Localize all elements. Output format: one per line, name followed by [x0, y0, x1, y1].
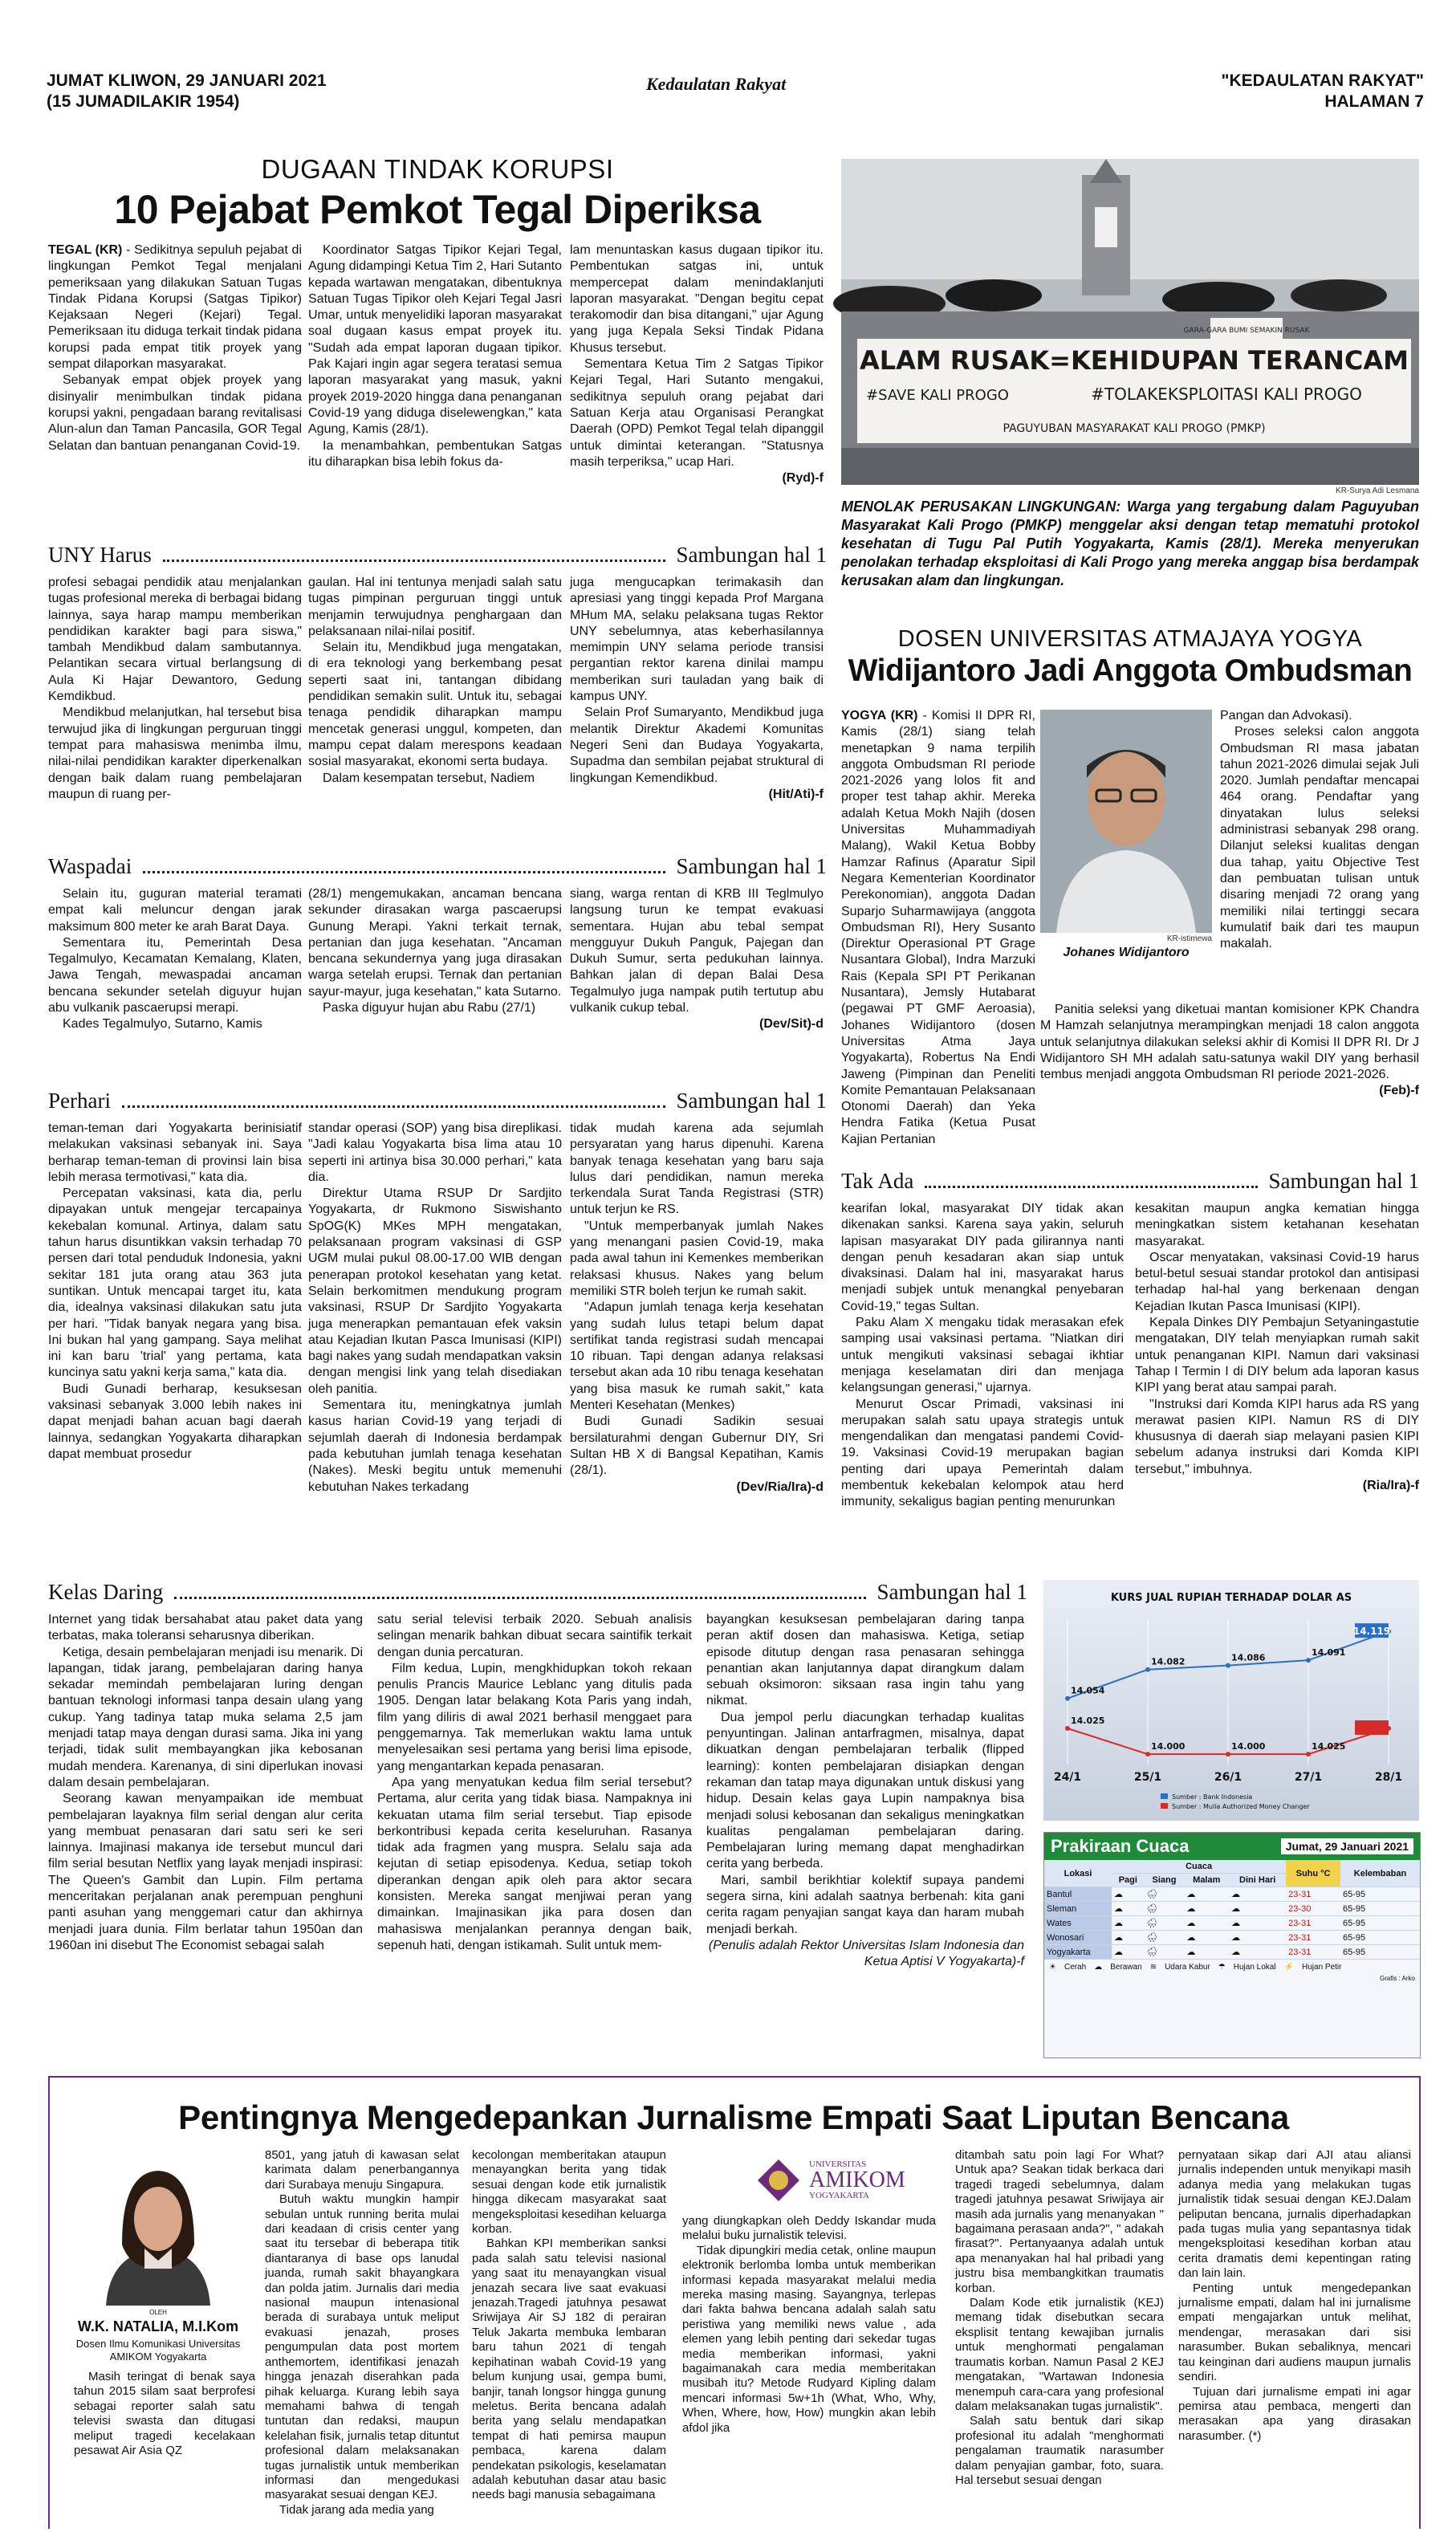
- x-tick-label: 26/1: [1214, 1771, 1242, 1784]
- weather-legend: [1044, 1960, 1420, 1975]
- section-label: Kelas Daring: [48, 1580, 164, 1604]
- protest-photo: [841, 159, 1419, 485]
- weather-humidity: 65-95: [1340, 1945, 1420, 1960]
- data-label: 14.091: [1312, 1647, 1346, 1659]
- banner-sign-small: GARA-GARA BUMI SEMAKIN RUSAK: [1183, 327, 1310, 335]
- kelas-text: Seorang kawan menyampaikan ide membuat pembelajaran layaknya film serial dengan alur cerita yang membuat penasaran dari satu seri ke seri lainnya. Imajinasi makanya ide tersebut muncul dari film serial besutan Netflix yang layak menjadi inspirasi: The Queen's Gambit dan Lupin. Film pertama menceritakan perjalanan anak perempuan penghuni panti asuhan yang menggemari catur dan akhirnya menjadi juara dunia. Film berlatar tahun 1950an dan 1960an ini disebut The Economist sebagai salah: [48, 1792, 363, 1952]
- kelas-text: bayangkan kesuksesan pembelajaran daring tanpa peran aktif dosen dan mahasiswa. Ketiga, setiap episode ditutup dengan rasa penasaran sehingga penantian akan lanjutannya dapat dirangkum dalam sebuah oksimoron: siksaan rasa ingin tahu yang nikmat.: [706, 1613, 1024, 1708]
- masthead-logo: Kedaulatan Rakyat: [646, 74, 787, 94]
- data-point: [1306, 1658, 1311, 1663]
- rain-icon: ☂: [1218, 1963, 1226, 1972]
- takada-text: kearifan lokal, masyarakat DIY tidak akan dikenakan sanksi. Karena saya yakin, seluruh lapisan masyarakat DIY pada gilirannya nanti dengan penuh kesadaran akan siap untuk divaksinasi. Dalam hal ini, masyarakat harus menjadi subjek untuk menangkal penyebaran Covid-19," tegas Sultan.: [841, 1202, 1124, 1313]
- cloud-icon: ☁: [1112, 1916, 1145, 1931]
- opinion-text: 8501, yang jatuh di kawasan selat karimata dalam penerbangannya dari Surabaya menuju Singapura.: [265, 2148, 459, 2192]
- continue-label: Sambungan hal 1: [676, 854, 827, 878]
- legend-hujan-petir: Hujan Petir: [1302, 1963, 1342, 1972]
- opinion-text: ditambah satu poin lagi For What? Untuk apa? Seakan tidak berkaca dari tragedi tragedi sebelumnya, dalam tragedi jatuhnya pesawat Sriwijaya air masih ada jurnalis yang menanyakan " bagaimana perasaan anda?", " adakah firasat?". Pertanyaanya adalah untuk apa menanyakan hal hal pribadi yang justru bisa membangkitkan traumatis korban.: [955, 2148, 1164, 2295]
- continue-label: Sambungan hal 1: [676, 543, 827, 567]
- portrait-caption: Johanes Widijantoro: [1063, 946, 1190, 959]
- cloud-icon: ☁: [1112, 1945, 1145, 1960]
- section-header-waspadai: [48, 854, 827, 879]
- opinion-text: Masih teringat di benak saya tahun 2015 silam saat berprofesi sebagai reporter salah satu televisi swasta dan ditugasi meliput tragedi kecelakaan pesawat Air Asia QZ: [74, 2370, 255, 2458]
- cloud-icon: ☁: [1112, 1902, 1145, 1916]
- rain-icon: 🌧: [1145, 1916, 1185, 1931]
- section-label: UNY Harus: [48, 543, 152, 567]
- cloud-icon: ☁: [1112, 1931, 1145, 1945]
- weather-location: Bantul: [1044, 1887, 1112, 1902]
- exchange-rate-chart: [1043, 1580, 1419, 1821]
- opinion-text: Butuh waktu mungkin hampir sebulan untuk running berita mulai dari keadaan di crisis center yang saat itu tersebar di beberapa titik diantaranya di base ops lanudal juanda, rumah sakit bhayangkara dan polda jatim. Jurnalis dari media nasional maupun intenasional berada di surabaya untuk meliput evakuasi jenazah, proses pengumpulan data post mortem anthemortem, identifikasi jenazah hingga jenazah diserahkan pada pihak keluarga. Kurang lebih saya memahami bahwa di tengah tuntutan dan redaksi, maupun kelelahan fisik, jurnalis tetap dituntut profesional dalam melaksanakan tugas jurnalistik untuk memberikan informasi dan mengedukasi masyarakat sesuai dengan KEJ.: [265, 2192, 459, 2502]
- legend-money-changer: Sumber : Mulia Authorized Money Changer: [1172, 1803, 1310, 1810]
- opinion-column-1: [74, 2370, 255, 2522]
- weather-row: [1044, 1887, 1420, 1902]
- kelas-text: Apa yang menyatukan kedua film serial tersebut? Pertama, alur cerita yang tidak biasa. Nampaknya ini kekuatan utama film serial tersebut. Tiap episode berkontribusi kepada cerita keseluruhan. Rasanya tidak ada fragmen yang muspra. Selalu saja ada kejutan di setiap episodenya. Kedua, setiap tokoh diperankan dengan apik oleh para aktor secara konsisten. Mereka sangat menjiwai peran yang dimainkan. Imajinasikan jika para dosen dan mahasiswa menjalankan perannya dengan baik, sepenuh hati, dengan istikamah. Sulit untuk mem-: [377, 1775, 692, 1952]
- weather-col-lembab: Kelembaban: [1340, 1860, 1420, 1887]
- weather-humidity: 65-95: [1340, 1931, 1420, 1945]
- uny-column-3: [570, 575, 824, 864]
- banner-bottom-text: PAGUYUBAN MASYARAKAT KALI PROGO (PMKP): [1003, 422, 1266, 435]
- weather-col-lokasi: Lokasi: [1044, 1860, 1112, 1887]
- waspadai-text: Kades Tegalmulyo, Sutarno, Kamis: [63, 1017, 262, 1032]
- rain-icon: 🌧: [1145, 1887, 1185, 1902]
- banner-main-text: ALAM RUSAK=KEHIDUPAN TERANCAM: [859, 345, 1409, 376]
- weather-humidity: 65-95: [1340, 1902, 1420, 1916]
- data-label: 14.000: [1231, 1741, 1266, 1752]
- weather-col-siang: Siang: [1145, 1874, 1185, 1887]
- kelas-text: Internet yang tidak bersahabat atau paket data yang terbatas, maka toleransi seharusnya diberikan.: [48, 1613, 363, 1643]
- weather-location: Wonosari: [1044, 1931, 1112, 1945]
- section-header-perhari: [48, 1089, 827, 1113]
- weather-table: [1044, 1860, 1420, 1960]
- kelas-column-3: [706, 1612, 1024, 2062]
- cloud-icon: ☁: [1229, 1902, 1286, 1916]
- weather-temp: 23-31: [1286, 1931, 1340, 1945]
- uny-text: Dalam kesempatan tersebut, Nadiem: [323, 771, 535, 785]
- data-point: [1145, 1667, 1150, 1672]
- section-header-takada: [841, 1169, 1419, 1194]
- data-point: [1226, 1752, 1230, 1756]
- story1-headline: 10 Pejabat Pemkot Tegal Diperiksa: [114, 187, 761, 232]
- perhari-text: teman-teman dari Yogyakarta berinisiatif melakukan vaksinasi sebanyak ini. Saya berharap teman-teman di provinsi lain bisa lebih merasa termotivasi," kata dia.: [48, 1121, 302, 1184]
- weather-col-suhu: Suhu °C: [1286, 1860, 1340, 1887]
- ombudsman-text: Panitia seleksi yang diketuai mantan komisioner KPK Chandra M Hamzah selanjutnya merampingkan menjadi 18 calon anggota untuk selanjutnya dilakukan seleksi akhir di Komisi II DPR RI. Dr J Widijantoro SH MH adalah satu-satunya wakil DIY yang berhasil tembus menjadi anggota Ombudsman RI periode 2021-2026.: [1040, 1003, 1419, 1082]
- ombudsman-kicker: DOSEN UNIVERSITAS ATMAJAYA YOGYA: [897, 626, 1363, 652]
- uny-text: Mendikbud melanjutkan, hal tersebut bisa terwujud jika di lingkungan perguruan tinggi tempat para mahasiswa menimba ilmu, nilai-nilai pendidikan karakter diperkenalkan dengan baik dalam ruang pembelajaran maupun di ruang per-: [48, 706, 302, 801]
- continue-label: Sambungan hal 1: [676, 1089, 827, 1113]
- weather-col-pagi: Pagi: [1112, 1874, 1145, 1887]
- section-header-uny: [48, 543, 827, 568]
- cloud-icon: ☁: [1184, 1916, 1229, 1931]
- waspadai-column-1: [48, 886, 302, 1111]
- cloud-icon: ☁: [1094, 1963, 1103, 1972]
- opinion-text: Dalam Kode etik jurnalistik (KEJ) memang tidak disebutkan secara eksplisit tentang kewajiban jurnalis untuk menghormati pengalaman traumatis korban. Namun Pasal 2 KEJ mengatakan, "Wartawan Indonesia menempuh cara-cara yang profesional dalam melaksanakan tugas jurnalistik".: [955, 2296, 1164, 2413]
- ombudsman-headline: Widijantoro Jadi Anggota Ombudsman: [848, 653, 1413, 688]
- data-label: 14.000: [1151, 1741, 1186, 1752]
- kelas-text: Mari, sambil berikhtiar kolektif supaya pandemi segera sirna, kini adalah saatnya berbenah: kita gani cerita ragam penyajian sangat kaya dan haram mubah menjadi berkah.: [706, 1873, 1024, 1936]
- ombudsman-text: Pangan dan Advokasi).: [1220, 709, 1352, 722]
- opinion-column-2: [265, 2148, 459, 2524]
- data-point: [1065, 1726, 1070, 1731]
- uny-text: juga mengucapkan terimakasih dan apresiasi yang tinggi kepada Prof Margana MHum MA, selaku pelaksana tugas Rektor UNY sebelumnya, atas keberhasilannya memimpin UNY selama periode transisi pergantian rektor karena dinilai mampu memberikan suri tauladan yang baik di kampus UNY.: [570, 576, 824, 704]
- weather-row: [1044, 1945, 1420, 1960]
- perhari-column-1: [48, 1121, 302, 1569]
- banner-left-text: #SAVE KALI PROGO: [866, 387, 1009, 404]
- perhari-text: Sementara itu, meningkatnya jumlah kasus harian Covid-19 yang terjadi di sejumlah daerah di Indonesia berdampak pada kebutuhan jumlah tenaga kesehatan (Nakes). Meski begitu untuk memenuhi kebutuhan Nakes terkadang: [308, 1398, 562, 1494]
- weather-forecast: [1043, 1832, 1421, 2058]
- exchange-rate-chart-svg: [1043, 1580, 1419, 1821]
- weather-row: [1044, 1902, 1420, 1916]
- perhari-text: Budi Gunadi berharap, kesuksesan vaksinasi sebanyak 3.000 lebih nakes ini dapat menjadi bahan acuan bagi daerah lainnya, sedangkan Yogyakarta diharapkan dapat membuat prosedur: [48, 1382, 302, 1461]
- section-label: Waspadai: [48, 854, 132, 878]
- story1-text: Sementara Ketua Tim 2 Satgas Tipikor Kejari Tegal, Hari Sutanto mengakui, sedikitnya sepuluh orang pejabat dari Satuan Kerja atau Organisasi Perangkat Daerah (OPD) Pemkot Tegal telah dipanggil untuk dimintai keterangan. "Statusnya masih terperiksa," ucap Hari.: [570, 357, 824, 469]
- opinion-column-3: [472, 2148, 666, 2524]
- x-tick-label: 24/1: [1053, 1771, 1082, 1784]
- cloud-icon: ☁: [1229, 1931, 1286, 1945]
- opinion-text: Salah satu bentuk dari sikap profesional itu adalah "menghormati pengalaman traumatik narasumber dalam penyajian gambar, foto, suara. Hal tersebut sesuai dengan: [955, 2414, 1164, 2487]
- story1-text: - Sedikitnya sepuluh pejabat di lingkungan Pemkot Tegal menjalani pemeriksaan yang dilakukan Satuan Tugas Tindak Pidana Korupsi (Satgas Tipikor) Kejaksaan Negeri (Kejari) Tegal. Pemeriksaan itu diduga terkait tindak pidana korupsi pada empat titik proyek yang sempat dilaporkan masyarakat.: [48, 243, 303, 372]
- cloud-icon: ☁: [1112, 1887, 1145, 1902]
- data-point: [1065, 1696, 1070, 1701]
- storm-icon: ⚡: [1283, 1963, 1295, 1972]
- opinion-text: yang diungkapkan oleh Deddy Iskandar muda melalui buku jurnalistik televisi.: [682, 2214, 936, 2243]
- photo-caption: MENOLAK PERUSAKAN LINGKUNGAN: Warga yang tergabung dalam Paguyuban Masyarakat Kali Progo (PMKP) menggelar aksi dengan tetap mematuhi protokol kesehatan di Tugu Pal Putih Yogyakarta, Kamis (28/1). Mereka menyerukan penolakan terhadap eksploitasi di Kali Progo yang mereka anggap bisa berdampak kerusakan alam dan lingkungan.: [841, 499, 1419, 588]
- x-tick-label: 25/1: [1133, 1771, 1162, 1784]
- chart-background: [1043, 1580, 1419, 1821]
- story1-column-1: [48, 242, 302, 531]
- data-label: 14.025: [1312, 1741, 1346, 1752]
- story1-text: lam menuntaskan kasus dugaan tipikor itu. Pembentukan satgas ini, untuk mempercepat dalam menindaklanjuti laporan masyarakat. "Dengan begitu cepat terakomodir dan bisa ditangani," ujar Agung yang juga Kepala Seksi Tindak Pidana Khusus tersebut.: [570, 243, 824, 355]
- value-label-badge: [1355, 1720, 1389, 1735]
- data-label: 14.025: [1071, 1716, 1105, 1726]
- weather-temp: 23-31: [1286, 1916, 1340, 1931]
- sun-icon: ☀: [1049, 1963, 1056, 1972]
- opinion-text: pernyataan sikap dari AJI atau aliansi jurnalis independen untuk menyikapi masih adanya media yang melakukan tugas jurnalistik tidak sesuai dengan KEJ.Dalam peliputan bencana, jurnalis diperhadapkan pada tugas mulia yang sepantasnya tidak mengeksploitasi kesedihan korban atau cerita dramatis demi kepentingan rating dan lain lain.: [1178, 2148, 1411, 2281]
- cloud-icon: ☁: [1229, 1887, 1286, 1902]
- protest-photo-image: [841, 159, 1419, 485]
- weather-col-malam: Malam: [1184, 1874, 1229, 1887]
- takada-text: Paku Alam X mengaku tidak merasakan efek samping usai vaksinasi pertama. "Niatkan diri untuk mengikuti vaksinasi sebagai ikhtiar menjaga keselamatan diri dan menjaga kelangsungan generasi," ujarnya.: [841, 1316, 1124, 1395]
- perhari-text: Percepatan vaksinasi, kata dia, perlu dipayakan untuk mengejar tercapainya kekebalan komunal. Artinya, dalam satu tahun harus disuntikkan vaksin terhadap 70 persen dari total penduduk Indonesia, yakni sekitar 181 juta orang atau 363 juta suntikan. Untuk mencapai target itu, kata dia, idealnya vaksinasi dilakukan satu juta per hari. "Tidak banyak negara yang bisa. Ini bukan hal yang gampang. Saya melihat ini kan baru 'trial' yang pertama, kata kuncinya satu yakni kerja sama," kata dia.: [48, 1186, 302, 1380]
- legend-cerah: Cerah: [1064, 1963, 1087, 1972]
- opinion-column-5: [955, 2148, 1164, 2524]
- portrait-credit: KR-istimewa: [1166, 934, 1212, 943]
- amikom-logo-main: AMIKOM: [809, 2167, 905, 2192]
- opinion-text: Penting untuk mengedepankan jurnalisme empati, dalam hal ini jurnalisme empati mengajarkan untuk melihat, mendengar, merasakan dari sisi narasumber. Bukan sebaliknya, mencari tau keinginan dari audiens maupun jurnalis sendiri.: [1178, 2281, 1411, 2384]
- perhari-byline: (Dev/Ria/Ira)-d: [736, 1480, 824, 1494]
- weather-temp: 23-31: [1286, 1887, 1340, 1902]
- perhari-text: "Adapun jumlah tenaga kerja kesehatan yang sudah lulus tetapi belum dapat sertifikat tanda registrasi sudah mencapai 10 ribuan. Tapi dengan adanya relaksasi tersebut akan ada 10 ribu tenaga kesehatan yang bisa masuk ke rumah sakit," kata Menteri Kesehatan (Menkes): [570, 1300, 824, 1413]
- perhari-column-2: [308, 1121, 562, 1569]
- waspadai-text: siang, warga rentan di KRB III Teglmulyo langsung turun ke tempat evakuasi sementara. Hujan abu tebal sempat mengguyur Dukuh Panguk, Pajegan dan Dukuh Sumur, serta pedukuhan lainnya. Bahkan jalan di depan Balai Desa Tegalmulyo juga nampak putih tertutup abu vulkanik cukup tebal.: [570, 887, 824, 1016]
- perhari-text: "Untuk memperbanyak jumlah Nakes yang menangani pasien Covid-19, maka pada awal tahun ini Kemenkes memberikan relaksasi khusus. Nakes yang belum memiliki STR boleh terjun ke rumah sakit.: [570, 1219, 824, 1298]
- story1-dateline: TEGAL (KR): [48, 243, 123, 257]
- cloud-icon: ☁: [1184, 1887, 1229, 1902]
- takada-byline: (Ria/Ira)-f: [1362, 1479, 1419, 1493]
- kelas-byline: (Penulis adalah Rektor Universitas Islam Indonesia dan Ketua Aptisi V Yogyakarta)-f: [708, 1938, 1024, 1969]
- takada-text: Oscar menyatakan, vaksinasi Covid-19 harus betul-betul sesuai standar protokol dan antisipasi terhadap hal-hal yang berkenaan dengan Kejadian Ikutan Pasca Imunisasi (KIPI).: [1135, 1250, 1419, 1313]
- author-portrait: [74, 2148, 242, 2306]
- weather-credit: Grafis : Arko: [1379, 1975, 1415, 1982]
- cloud-icon: ☁: [1229, 1916, 1286, 1931]
- opinion-text: Bahkan KPI memberikan sanksi pada salah satu televisi nasional yang saat itu menayangkan visual jenazah secara live saat evakuasi jenazah.Tragedi jatuhnya pesawat Sriwijaya Air SJ 182 di perairan Teluk Jakarta membuka lembaran baru tahun 2021 di tengah kepihatinan wabah Covid-19 yang belum kunjung usai, gempa bumi, banjir, tanah longsor hingga gunung meletus. Berita bencana adalah berita yang selalu mendapatkan tempat di hati pemirsa maupun pembaca, karena dalam pendekatan psikologis, keselamatan adalah kebutuhan dasar atau basic needs bagi manusia sebagaimana: [472, 2237, 666, 2502]
- data-label: 14.054: [1071, 1685, 1105, 1696]
- uny-text: profesi sebagai pendidik atau menjalankan tugas profesional mereka di berbagai bidang lainnya, saya harap mampu memberikan pendidikan karakter bagi para siswa," tambah Mendikbud dalam sambutannya. Pelantikan secara virtual berlangsung di Aula Ki Hajar Dewantoro, Gedung Kemdikbud.: [48, 576, 302, 704]
- page-number: HALAMAN 7: [1324, 92, 1424, 111]
- story1-text: Koordinator Satgas Tipikor Kejari Tegal, Agung didampingi Ketua Tim 2, Hari Sutanto kepada wartawan mengatakan, dibentuknya Satuan Tugas Tipikor oleh Kejari Tegal Jasri Umar, untuk menyelidiki laporan masyarakat soal dugaan kasus empat proyek itu. "Sudah ada empat laporan dugaan tipikor. Pak Kajari ingin agar segera teratasi semua laporan masyarakat yang masuk, yakni proyek 2019-2020 hingga dana penanganan Covid-19 yang diduga diselewengkan," kata Agung, Kamis (28/1).: [308, 243, 562, 437]
- weather-location: Yogyakarta: [1044, 1945, 1112, 1960]
- cloud-icon: ☁: [1229, 1945, 1286, 1960]
- waspadai-text: Sementara itu, Pemerintah Desa Tegalmulyo, Kecamatan Kemalang, Klaten, Jawa Tengah, mewaspadai ancaman bencana sekunder setelah diguyur hujan abu vulkanik pascaerupsi merapi.: [48, 935, 302, 1016]
- opinion-text: Tidak jarang ada media yang: [279, 2502, 434, 2517]
- perhari-text: Budi Gunadi Sadikin sesuai bersilaturahmi dengan Gubernur DIY, Sri Sultan HB X di Bangsal Kepatihan, Kamis (28/1).: [570, 1414, 824, 1478]
- story1-text: Sebanyak empat objek proyek yang disinyalir menimbulkan tindak pidana korupsi yakni, pengadaan barang revitalisasi Alun-alun dan Taman Pancasila, GOR Tegal Selatan dan bantuan penanganan Covid-19.: [48, 373, 302, 453]
- ombudsman-column-2-bottom: [1040, 1002, 1419, 1146]
- story1-text: Ia menambahkan, pembentukan Satgas itu diharapkan bisa lebih fokus da-: [308, 438, 562, 469]
- ombudsman-text: - Komisi II DPR RI, Kamis (28/1) siang telah menetapkan 9 nama terpilih anggota Ombudsman RI periode 2021-2026 yang lolos fit and proper test tahap akhir. Mereka adalah Ketua Mokh Najih (dosen Universitas Muhammadiyah Malang), Wakil Ketua Bobby Hamzar Rafinus (Aparatur Sipil Negara Kementerian Koordinator Perekonomian), anggota Dadan Suparjo Suharmawijaya (anggota Ombudsman RI), Hery Susanto (Direktur Operasional PT Grage Nusantara Global), Indra Marzuki Rais (Kepala SPI PT Perikanan Nusantara), Jemsly Hutabarat (pegawai PT GMF Aeroasia), Johanes Widijantoro (dosen Universitas Atma Jaya Yogyakarta), Robertus Na Endi Jaweng (Pimpinan dan Peneliti Komite Pemantauan Pelaksanaan Otonomi Daerah) dan Yeka Hendra Fatika (Ketua Pusat Kajian Pertanian: [841, 709, 1035, 1146]
- cloud-icon: ☁: [1184, 1902, 1229, 1916]
- kelas-text: satu serial televisi terbaik 2020. Sebuah analisis selingan menarik bahkan dibuat secara saintifik terkait dengan dunia percaturan.: [377, 1613, 692, 1659]
- story1-column-3: [570, 242, 824, 531]
- opinion-column-4: [682, 2214, 936, 2524]
- takada-column-2: [1135, 1201, 1419, 1569]
- author-name: W.K. NATALIA, M.I.Kom: [77, 2318, 239, 2334]
- opinion-text: Tujuan dari jurnalisme empati ini agar pemirsa atau pembaca, mengerti dan merasakan apa yang dirasakan narasumber. (*): [1178, 2384, 1411, 2443]
- weather-row: [1044, 1916, 1420, 1931]
- ombudsman-text: Proses seleksi calon anggota Ombudsman RI masa jabatan tahun 2021-2026 dimulai sejak Juli 2020. Jumlah pendaftar mencapai 464 orang. Pendaftar yang dinyatakan lulus seleksi administrasi sebanyak 298 orang. Dilanjut seleksi kualitas dengan dua tahap, yaitu Objective Test dan pembuatan tulisan untuk disaring menjadi 72 orang yang memiliki nilai tertinggi secara kumulatif baik dari tes maupun makalah.: [1220, 725, 1419, 951]
- takada-text: kesakitan maupun angka kematian hingga meningkatkan sistem ketahanan kesehatan masyarakat.: [1135, 1202, 1419, 1248]
- kelas-text: Ketiga, desain pembelajaran menjadi isu menarik. Di lapangan, tidak jarang, pembelajaran daring hanya sekadar memindah pembelajaran luring dengan bantuan teknologi informasi tanpa desain ulang yang cukup. Yang tadinya tatap muka selama 2,5 jam menjadi tatap maya dengan durasi sama. Jika ini yang terjadi, tidak sulit membayangkan jika kebosanan mudah mendera. Karenanya, di sini diperlukan inovasi dalam desain pembelajaran.: [48, 1645, 363, 1789]
- uny-text: Selain Prof Sumaryanto, Mendikbud juga melantik Direktur Akademi Komunitas Negeri Seni dan Budaya Yogyakarta, Supadma dan sembilan pejabat struktural di lingkungan Kemendikbud.: [570, 706, 824, 785]
- section-label: Perhari: [48, 1089, 111, 1113]
- weather-humidity: 65-95: [1340, 1916, 1420, 1931]
- opinion-headline: Pentingnya Mengedepankan Jurnalisme Empati Saat Liputan Bencana: [178, 2098, 1289, 2136]
- cloud-icon: ☁: [1184, 1945, 1229, 1960]
- weather-date: Jumat, 29 Januari 2021: [1281, 1838, 1413, 1854]
- uny-text: gaulan. Hal ini tentunya menjadi salah satu tugas pimpinan perguruan tinggi untuk menjamin terwujudnya penghargaan dan pelaksanaan nilai-nilai positif.: [308, 576, 562, 638]
- weather-temp: 23-30: [1286, 1902, 1340, 1916]
- cloud-icon: ☁: [1184, 1931, 1229, 1945]
- oleh-label: OLEH: [149, 2309, 167, 2316]
- continue-label: Sambungan hal 1: [876, 1580, 1027, 1604]
- legend-swatch-money-changer: [1161, 1803, 1168, 1809]
- waspadai-text: Paska diguyur hujan abu Rabu (27/1): [323, 1001, 536, 1016]
- data-label: 14.086: [1231, 1652, 1266, 1663]
- opinion-column-6: [1178, 2148, 1411, 2524]
- story1-byline: (Ryd)-f: [782, 471, 824, 486]
- banner-right-text: #TOLAKEKSPLOITASI KALI PROGO: [1091, 385, 1362, 404]
- kelas-text: Dua jempol perlu diacungkan terhadap kualitas penyuntingan. Jalinan antarfragmen, misalnya, dapat dikuatkan dengan pembelajaran terbalik (flipped learning): konten pembelajaran disiapkan dengan rekaman dan tatap maya digunakan untuk diskusi yang hidup. Desain kelas gaya Lupin nampaknya bisa menjadi solusi kebosanan dan sekaligus meningkatkan kualitas pengalaman pembelajaran daring. Pembelajaran luring memang dapat menghadirkan cerita yang berbeda.: [706, 1710, 1024, 1871]
- rain-icon: 🌧: [1145, 1931, 1185, 1945]
- kelas-column-2: [377, 1612, 692, 2062]
- ombudsman-dateline: YOGYA (KR): [841, 709, 918, 722]
- kelas-column-1: [48, 1612, 363, 2062]
- weather-title: Prakiraan Cuaca: [1051, 1836, 1190, 1856]
- waspadai-byline: (Dev/Sit)-d: [759, 1017, 824, 1032]
- chart-title: KURS JUAL RUPIAH TERHADAP DOLAR AS: [1110, 1592, 1352, 1604]
- weather-location: Sleman: [1044, 1902, 1112, 1916]
- legend-berawan: Berawan: [1110, 1963, 1142, 1972]
- waspadai-text: Selain itu, guguran material teramati empat kali meluncur dengan jarak maksimum 800 meter ke arah Barat Daya.: [48, 887, 302, 934]
- legend-udara-kabur: Udara Kabur: [1165, 1963, 1210, 1972]
- amikom-emblem: [754, 2156, 803, 2204]
- ombudsman-column-2: [1220, 708, 1419, 1002]
- perhari-text: Direktur Utama RSUP Dr Sardjito Yogyakarta, dr Rukmono Siswishanto SpOG(K) MKes MPH mengatakan, pelaksanaan program vaksinasi di GSP UGM mulai pukul 08.00-17.00 WIB dengan penerapan protokol kesehatan yang ketat. Selain berkomitmen mendukung program vaksinasi, RSUP Dr Sardjito Yogyakarta juga menerapkan pemantauan efek vaksin atau Kejadian Ikutan Pasca Imunisasi (KIPI) bagi nakes yang sudah mendapatkan vaksin dengan mengisi link yang telah disediakan oleh panitia.: [308, 1186, 562, 1396]
- perhari-text: tidak mudah karena ada sejumlah persyaratan yang harus dipenuhi. Karena banyak tenaga kesehatan yang baru saja lulus dari pendidikan, namun mereka terkendala Surat Tanda Registrasi (STR) untuk terjun ke RS.: [570, 1121, 824, 1217]
- amikom-logo-sub: YOGYAKARTA: [809, 2191, 869, 2200]
- legend-bi: Sumber : Bank Indonesia: [1172, 1793, 1253, 1801]
- portrait-image: [1040, 710, 1212, 933]
- x-tick-label: 27/1: [1294, 1771, 1323, 1784]
- section-label: Tak Ada: [841, 1169, 914, 1193]
- data-label: 14.119: [1352, 1626, 1391, 1638]
- x-tick-label: 28/1: [1374, 1771, 1403, 1784]
- takada-text: "Instruksi dari Komda KIPI harus ada RS yang merawat pasien KIPI. Namun RS di DIY khususnya di daerah siap melayani pasien KIPI sebelum adanya instruksi dari Komda KIPI tersebut," imbuhnya.: [1135, 1397, 1419, 1476]
- continue-label: Sambungan hal 1: [1268, 1169, 1419, 1193]
- takada-text: Menurut Oscar Primadi, vaksinasi ini merupakan salah satu upaya strategis untuk mengendalikan dan mengatasi pandemi Covid-19. Vaksinasi Covid-19 merupakan bagian penting dari upaya Pemerintah dalam membentuk kekebalan kelompok atau herd immunity, sekaligus bagian penting menurunkan: [841, 1397, 1124, 1509]
- uny-column-1: [48, 575, 302, 864]
- story1-kicker: DUGAAN TINDAK KORUPSI: [261, 154, 614, 184]
- waspadai-column-3: [570, 886, 824, 1111]
- weather-location: Wates: [1044, 1916, 1112, 1931]
- data-point: [1145, 1752, 1150, 1756]
- data-label: 14.082: [1151, 1656, 1186, 1667]
- amikom-logo: [754, 2148, 947, 2212]
- waspadai-text: (28/1) mengemukakan, ancaman bencana sekunder dirasakan warga pascaerupsi Gunung Merapi. Yakni terkait ternak, pertanian dan juga kesehatan. "Ancaman bencana sekundernya yang juga dirasakan warga setelah erupsi. Ternak dan pertanian sayur-mayur, juga kesehatan," kata Sutarno.: [308, 887, 562, 999]
- rain-icon: 🌧: [1145, 1902, 1185, 1916]
- waspadai-column-2: [308, 886, 562, 1111]
- story1-column-2: [308, 242, 562, 531]
- haze-icon: ≋: [1149, 1963, 1157, 1972]
- data-point: [1226, 1663, 1230, 1668]
- ombudsman-column-1-top: [841, 708, 1035, 1146]
- weather-col-cuaca: Cuaca: [1112, 1860, 1286, 1874]
- amikom-logo-top: UNIVERSITAS: [809, 2159, 867, 2169]
- perhari-text: standar operasi (SOP) yang bisa direplikasi. "Jadi kalau Yogyakarta bisa lima atau 10 seperti ini artinya bisa 30.000 perhari," kata dia.: [308, 1121, 562, 1184]
- opinion-text: kecolongan memberitakan ataupun menayangkan berita yang tidak sesuai dengan kode etik jurnalistik hingga dikecam masyarakat saat mengeksploitasi kesedihan keluarga korban.: [472, 2148, 666, 2237]
- takada-column-1: [841, 1201, 1124, 1569]
- author-photo: [74, 2148, 242, 2306]
- weather-col-dini: Dini Hari: [1229, 1874, 1286, 1887]
- kelas-text: Film kedua, Lupin, mengkhidupkan tokoh rekaan penulis Prancis Maurice Leblanc yang ditulis pada 1905. Dengan latar belakang Kota Paris yang indah, film yang diliris di awal 2021 berhasil menggaet para penggemarnya. Tak memerlukan waktu lama untuk menyelesaikan sesi pertama yang berisi lima episode, yang mengantarkan kepada penasaran.: [377, 1661, 692, 1773]
- photo-credit: KR-Surya Adi Lesmana: [1336, 486, 1419, 495]
- author-role: Dosen Ilmu Komunikasi Universitas AMIKOM Yogyakarta: [75, 2338, 241, 2363]
- section-header-kelas: [48, 1580, 1027, 1605]
- rain-icon: 🌧: [1145, 1945, 1185, 1960]
- legend-hujan-lokal: Hujan Lokal: [1233, 1963, 1276, 1972]
- opinion-text: Tidak dipungkiri media cetak, online maupun elektronik berlomba lomba untuk memberikan informasi kepada masyarakat melalui media mereka masing masing. Sayangnya, terlepas dari fakta bahwa bencana adalah salah satu peristiwa yang memiliki news value , ada elemen yang lebih penting dari sekedar tugas media memberikan informasi, yakni bagaimanakah cara media memberitakan musibah itu? Metode Rudyard Kipling dalam mencari informasi 5w+1h (What, Who, Why, When, Where, how, How) mungkin akan lebih afdol jika: [682, 2243, 936, 2435]
- takada-text: Kepala Dinkes DIY Pembajun Setyaningastutie mengatakan, DIY telah menyiapkan rumah sakit untuk penanganan KIPI. Namun dari vaksinasi Tahap I Termin I di DIY belum ada laporan kasus KIPI yang berat atau sampai parah.: [1135, 1316, 1419, 1395]
- widijantoro-photo: [1040, 710, 1212, 933]
- legend-swatch-bi: [1161, 1793, 1168, 1799]
- weather-row: [1044, 1931, 1420, 1945]
- perhari-column-3: [570, 1121, 824, 1569]
- paper-name: "KEDAULATAN RAKYAT": [1221, 71, 1424, 90]
- weather-temp: 23-31: [1286, 1945, 1340, 1960]
- weather-humidity: 65-95: [1340, 1887, 1420, 1902]
- data-point: [1306, 1752, 1311, 1756]
- hijri-line: (15 JUMADILAKIR 1954): [47, 92, 240, 111]
- uny-text: Selain itu, Mendikbud juga mengatakan, di era teknologi yang berkembang pesat seperti saat ini, tantangan dibidang pendidikan semakin sulit. Untuk itu, sebagai tenaga pendidik diharapkan mampu mencetak generasi unggul, kompeten, dan mampu cepat dalam merespons keadaan sosial masyarakat, ekonomi serta budaya.: [308, 641, 562, 769]
- uny-byline: (Hit/Ati)-f: [768, 787, 824, 801]
- uny-column-2: [308, 575, 562, 864]
- ombudsman-byline: (Feb)-f: [1379, 1084, 1419, 1098]
- date-line: JUMAT KLIWON, 29 JANUARI 2021: [47, 71, 327, 90]
